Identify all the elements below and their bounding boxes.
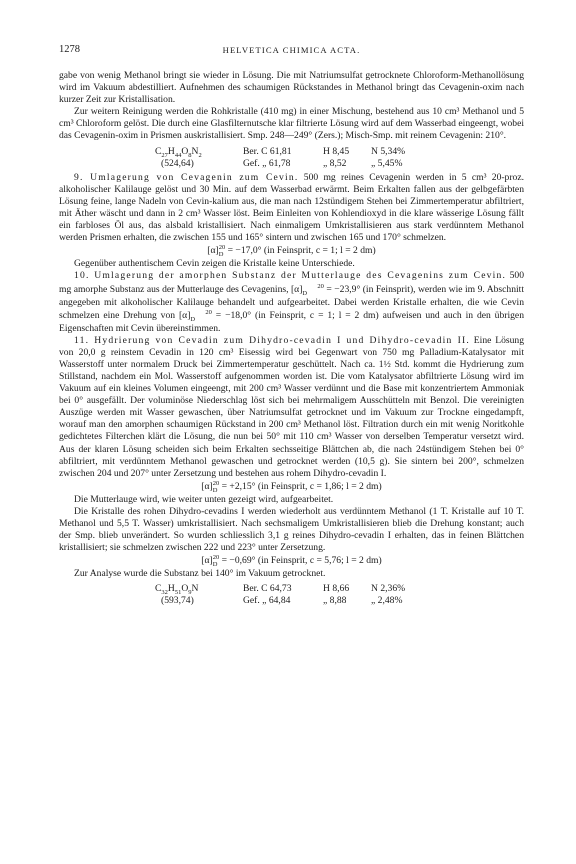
- section-heading: 11. Hydrierung von Cevadin zum Dihydro-cevadin I und Dihydro-cevadin II.: [74, 334, 470, 346]
- calc-value: H 8,45: [323, 145, 350, 157]
- analysis-row-calculated: [155, 583, 524, 595]
- calc-value: H 8,66: [323, 583, 350, 595]
- section-10: 10. Umlagerung der amorphen Substanz der Mutterlauge des Cevagenins zum Cevin. 500 mg amorphe Substanz aus der Mutterlauge des Cevagenins, [α] 20 D = −23,9° (in Feinsprit), werden wie im 9. Abschnitt angegeben mit alkoholischer Kalilauge behandelt und aufgearbeitet. Dabei werden Kristalle erhalten, die wie Cevin schmelzen eine Drehung von [α] 20 D = −18,0° (in Feinsprit, c = 1; l = 2 dm) aufweisen und auch in den übrigen Eigenschaften mit Cevin übereinstimmen.: [59, 270, 524, 334]
- page-header: [59, 44, 524, 58]
- page-body: [59, 70, 524, 608]
- section-heading: 10. Umlagerung der amorphen Substanz der Mutterlauge des Cevagenins zum Cevin.: [74, 270, 507, 282]
- paragraph: Zur weitern Reinigung werden die Rohkristalle (410 mg) in einer Mischung, bestehend aus 10 cm³ Methanol und 5 cm³ Chloroform gelöst. Die durch eine Glasfilternutsche klar filtrierte Lösung wird auf dem Wasserbad eingeengt, wobei das Cevagenin-oxim in Prismen auskristallisiert. Smp. 248—249° (Zers.); Misch-Smp. mit reinem Cevagenin: 210°.: [59, 106, 524, 142]
- found-value: „ 2,48%: [371, 595, 403, 607]
- analysis-block: [155, 583, 524, 607]
- analysis-block: [155, 146, 524, 170]
- calc-value: Ber. C 61,81: [243, 145, 292, 157]
- page-number: 1278: [59, 44, 80, 55]
- analysis-row-found: [155, 158, 524, 170]
- optical-rotation: [α]20 D = −0,69° (in Feinsprit, c = 5,76; l = 2 dm): [201, 554, 382, 569]
- section-11: [59, 335, 524, 480]
- paragraph: Die Mutterlauge wird, wie weiter unten gezeigt wird, aufgearbeitet.: [74, 493, 334, 505]
- molecular-formula: $C_{27}H_{44}O_8N_2$: [155, 145, 202, 159]
- paragraph: Gegenüber authentischem Cevin zeigen die Kristalle keine Unterschiede.: [74, 258, 355, 270]
- paragraph: gabe von wenig Methanol bringt sie wieder in Lösung. Die mit Natriumsulfat getrocknete Chloroform-Methanollösung wird im Vakuum abdestilliert. Aufnehmen des schaumigen Rückstandes in Methanol bringt das Cevagenin-oxim nach kurzer Zeit zur Kristallisation.: [59, 70, 524, 106]
- found-value: Gef. „ 61,78: [243, 157, 291, 169]
- section-text: Eine Lösung von 20,0 g reinstem Cevadin in 120 cm³ Eisessig wird bei Gegenwart von 750 mg Palladium-Katalysator mit Wasserstoff unter normalem Druck bei Zimmertemperatur geschüttelt. Nach ca. 1½ Std. kommt die Hydrierung zum Stillstand, nachdem ein Mol. Wasserstoff aufgenommen worden ist. Die vom Katalysator abfiltrierte Lösung wird im Vakuum auf ein kleines Volumen eingeengt, mit 200 cm³ Wasser verdünnt und die Base mit konzentriertem Ammoniak bei 0° ausgefällt. Der voluminöse Niederschlag löst sich bei mehrmaligem Ausschütteln mit Benzol. Die vereinigten Auszüge werden mit Wasser gewaschen, über Natriumsulfat getrocknet und im Vakuum zur Trockne eingedampft, worauf man den amorphen schaumigen Rückstand in 200 cm³ Methanol löst. Filtration durch ein mit wenig Noritkohle gedichtetes Filterchen klärt die Lösung, die nun bei 50° mit 110 cm³ Wasser von derselben Temperatur versetzt wird. Aus der klaren Lösung scheiden sich beim Erkalten sechsseitige Blättchen ab, die nach 24stündigem Stehen bei 0° abfiltriert, mit verdünntem Methanol gewaschen und getrocknet werden (10,5 g). Sie sintern bei 200°, schmelzen zwischen 204 und 207° unter Zersetzung und bestehen aus rohem Dihydro-cevadin I.: [59, 334, 524, 479]
- molar-mass: (524,64): [161, 157, 194, 169]
- section-9: [59, 172, 524, 245]
- analysis-row-found: [155, 595, 524, 607]
- found-value: „ 8,88: [323, 595, 347, 607]
- section-text: 500 mg reines Cevagenin werden in 5 cm³ 20-proz. alkoholischer Kalilauge gelöst und 30 Min. auf dem Wasserbad erwärmt. Beim Erkalten fallen aus der gelbgefärbten Lösung feine, lange Nadeln von Cevin-kalium aus, die man nach 12stündigem Stehen bei Zimmertemperatur abfiltriert, mit Äther wäscht und dann in 2 cm³ Wasser löst. Beim Einleiten von Kohlendioxyd in die klare wässerige Lösung fällt ein farbloses Öl aus, das alsbald kristallisiert. Nach einmaligem Umkristallisieren aus stark verdünntem Methanol werden Prismen erhalten, die zwischen 155 und 165° sintern und zwischen 165 und 170° schmelzen.: [59, 171, 525, 244]
- molecular-formula: $C_{32}H_{51}O_9N$: [155, 583, 199, 597]
- paragraph: Die Kristalle des rohen Dihydro-cevadins I werden wiederholt aus verdünntem Methanol (1 T. Kristalle auf 10 T. Methanol und 5,5 T. Wasser) umkristallisiert. Nach sechsmaligem Umkristallisieren blieb die Drehung konstant; auch der Smp. blieb unverändert. So wurden schliesslich 3,1 g reines Dihydro-cevadin I erhalten, das in feinen Blättchen kristallisiert; sie schmelzen zwischen 222 und 223° unter Zersetzung.: [59, 505, 524, 554]
- calc-value: Ber. C 64,73: [243, 583, 292, 595]
- section-heading: 9. Umlagerung von Cevagenin zum Cevin.: [74, 171, 299, 183]
- calc-value: N 2,36%: [371, 583, 406, 595]
- calc-value: N 5,34%: [371, 145, 406, 157]
- found-value: Gef. „ 64,84: [243, 595, 291, 607]
- molar-mass: (593,74): [161, 595, 194, 607]
- analysis-row-calculated: [155, 146, 524, 158]
- optical-rotation: [α]20 D = −17,0° (in Feinsprit, c = 1; l = 2 dm): [207, 244, 376, 259]
- journal-title: HELVETICA CHIMICA ACTA.: [222, 45, 361, 55]
- paragraph: Zur Analyse wurde die Substanz bei 140° im Vakuum getrocknet.: [74, 568, 326, 580]
- found-value: „ 8,52: [323, 157, 347, 169]
- optical-rotation: [α]20 D = +2,15° (in Feinsprit, c = 1,86; l = 2 dm): [201, 479, 382, 494]
- found-value: „ 5,45%: [371, 157, 403, 169]
